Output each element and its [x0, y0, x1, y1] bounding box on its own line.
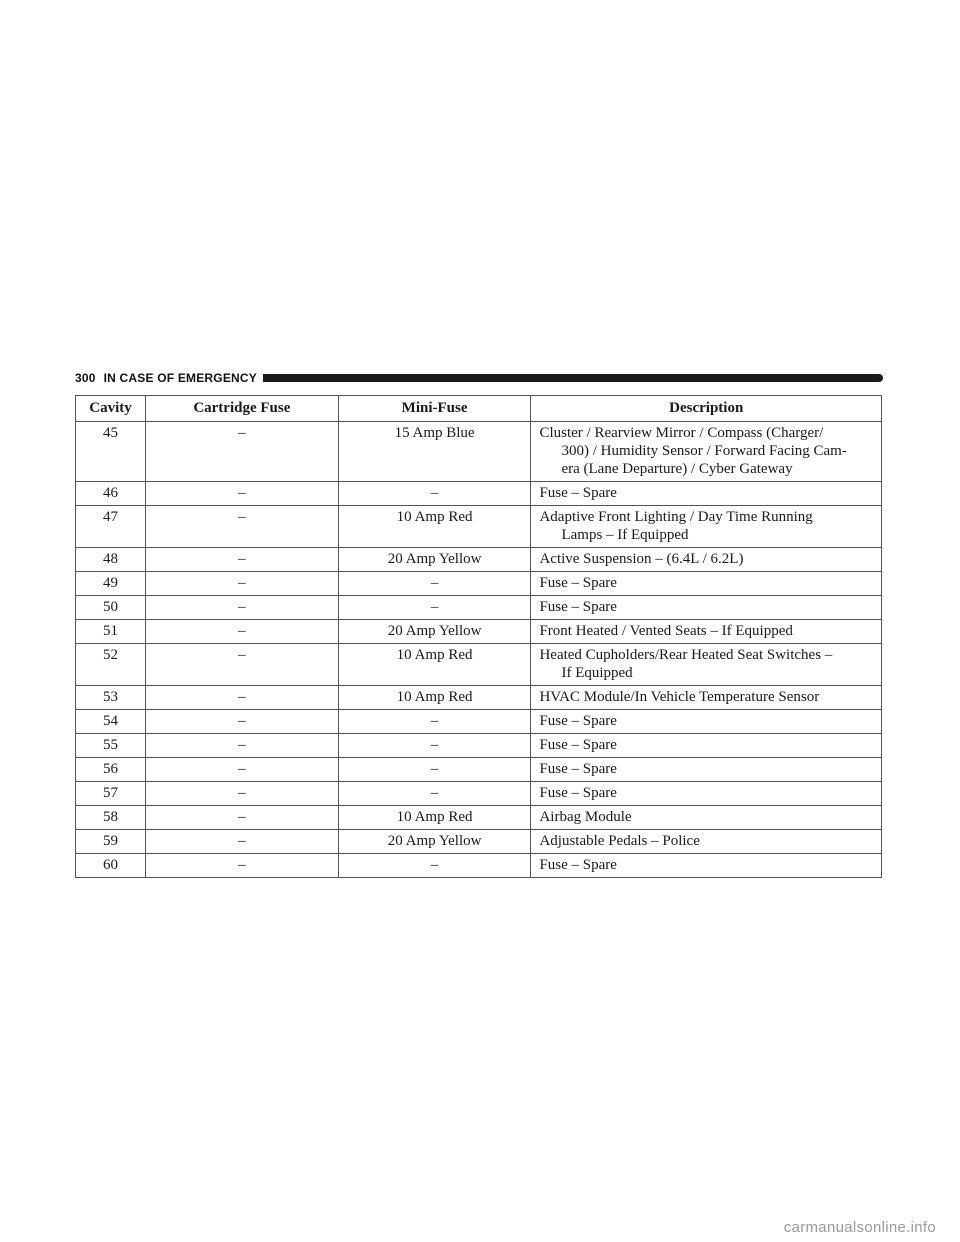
table-row [76, 548, 882, 572]
table-row [76, 482, 882, 506]
table-row [76, 422, 882, 482]
cell-mini-fuse: 10 Amp Red [338, 506, 531, 548]
table-header-row [76, 396, 882, 422]
cell-description [531, 710, 882, 734]
cell-cartridge-fuse: – [145, 686, 338, 710]
table-row [76, 734, 882, 758]
cell-cartridge-fuse: – [145, 782, 338, 806]
cell-cavity: 60 [76, 854, 146, 878]
table-row [76, 830, 882, 854]
cell-description [531, 572, 882, 596]
table-row [76, 644, 882, 686]
table-row [76, 758, 882, 782]
cell-cavity: 52 [76, 644, 146, 686]
cell-mini-fuse: – [338, 758, 531, 782]
page-number: 300 [75, 371, 96, 385]
page-header [75, 370, 883, 386]
cell-cartridge-fuse: – [145, 854, 338, 878]
description-line: Fuse – Spare [539, 599, 617, 615]
cell-cavity: 55 [76, 734, 146, 758]
table-row [76, 782, 882, 806]
cell-cavity: 56 [76, 758, 146, 782]
cell-cavity: 54 [76, 710, 146, 734]
cell-mini-fuse: – [338, 482, 531, 506]
fuse-table-body [76, 422, 882, 878]
cell-description [531, 422, 882, 482]
cell-mini-fuse: 10 Amp Red [338, 644, 531, 686]
cell-cavity: 47 [76, 506, 146, 548]
cell-mini-fuse: – [338, 710, 531, 734]
description-line: HVAC Module/In Vehicle Temperature Sensor [539, 689, 820, 705]
cell-description [531, 782, 882, 806]
table-row [76, 710, 882, 734]
cell-cavity: 48 [76, 548, 146, 572]
section-title: IN CASE OF EMERGENCY [103, 371, 257, 385]
cell-cavity: 58 [76, 806, 146, 830]
description-line: Fuse – Spare [539, 737, 617, 753]
table-row [76, 620, 882, 644]
description-line: Fuse – Spare [539, 857, 617, 873]
cell-description [531, 620, 882, 644]
cell-cartridge-fuse: – [145, 422, 338, 482]
cell-cartridge-fuse: – [145, 830, 338, 854]
cell-cavity: 51 [76, 620, 146, 644]
cell-cavity: 53 [76, 686, 146, 710]
cell-cartridge-fuse: – [145, 620, 338, 644]
cell-cartridge-fuse: – [145, 644, 338, 686]
table-row [76, 596, 882, 620]
cell-description [531, 830, 882, 854]
cell-mini-fuse: 10 Amp Red [338, 686, 531, 710]
cell-mini-fuse: – [338, 782, 531, 806]
cell-mini-fuse: – [338, 572, 531, 596]
description-line: Fuse – Spare [539, 761, 617, 777]
cell-cavity: 45 [76, 422, 146, 482]
cell-description [531, 854, 882, 878]
cell-mini-fuse: – [338, 854, 531, 878]
description-line: 300) / Humidity Sensor / Forward Facing Cam- [561, 443, 847, 459]
cell-cartridge-fuse: – [145, 506, 338, 548]
description-line: Front Heated / Vented Seats – If Equipped [539, 623, 793, 639]
description-line: Heated Cupholders/Rear Heated Seat Switches – [539, 647, 833, 663]
cell-mini-fuse: – [338, 596, 531, 620]
cell-mini-fuse: 20 Amp Yellow [338, 620, 531, 644]
fuse-table [75, 395, 882, 878]
cell-cavity: 57 [76, 782, 146, 806]
cell-description [531, 734, 882, 758]
watermark: carmanualsonline.info [783, 1219, 936, 1236]
header-rule [263, 374, 883, 382]
description-line: Fuse – Spare [539, 485, 617, 501]
cell-description [531, 482, 882, 506]
cell-cartridge-fuse: – [145, 548, 338, 572]
description-line: Lamps – If Equipped [561, 527, 689, 543]
cell-cartridge-fuse: – [145, 806, 338, 830]
cell-description [531, 644, 882, 686]
description-line: Fuse – Spare [539, 785, 617, 801]
cell-cavity: 46 [76, 482, 146, 506]
table-row [76, 686, 882, 710]
description-line: Fuse – Spare [539, 713, 617, 729]
cell-mini-fuse: 10 Amp Red [338, 806, 531, 830]
cell-mini-fuse: 20 Amp Yellow [338, 830, 531, 854]
column-header-cavity: Cavity [76, 396, 146, 422]
column-header-cartridge-fuse: Cartridge Fuse [145, 396, 338, 422]
column-header-description: Description [531, 396, 882, 422]
cell-mini-fuse: – [338, 734, 531, 758]
description-line: Active Suspension – (6.4L / 6.2L) [539, 551, 744, 567]
cell-description [531, 596, 882, 620]
cell-cavity: 49 [76, 572, 146, 596]
cell-description [531, 758, 882, 782]
table-row [76, 572, 882, 596]
cell-cartridge-fuse: – [145, 596, 338, 620]
description-line: If Equipped [561, 665, 633, 681]
description-line: Adjustable Pedals – Police [539, 833, 700, 849]
cell-cavity: 50 [76, 596, 146, 620]
cell-cartridge-fuse: – [145, 572, 338, 596]
table-row [76, 806, 882, 830]
cell-cartridge-fuse: – [145, 734, 338, 758]
cell-cavity: 59 [76, 830, 146, 854]
table-row [76, 854, 882, 878]
description-line: Airbag Module [539, 809, 632, 825]
cell-description [531, 806, 882, 830]
cell-mini-fuse: 15 Amp Blue [338, 422, 531, 482]
description-line: Fuse – Spare [539, 575, 617, 591]
cell-mini-fuse: 20 Amp Yellow [338, 548, 531, 572]
cell-cartridge-fuse: – [145, 758, 338, 782]
cell-description [531, 548, 882, 572]
column-header-mini-fuse: Mini-Fuse [338, 396, 531, 422]
cell-description [531, 686, 882, 710]
description-line: Cluster / Rearview Mirror / Compass (Charger/ [539, 425, 824, 441]
cell-cartridge-fuse: – [145, 482, 338, 506]
description-line: era (Lane Departure) / Cyber Gateway [561, 461, 793, 477]
cell-cartridge-fuse: – [145, 710, 338, 734]
cell-description [531, 506, 882, 548]
table-row [76, 506, 882, 548]
description-line: Adaptive Front Lighting / Day Time Running [539, 509, 813, 525]
